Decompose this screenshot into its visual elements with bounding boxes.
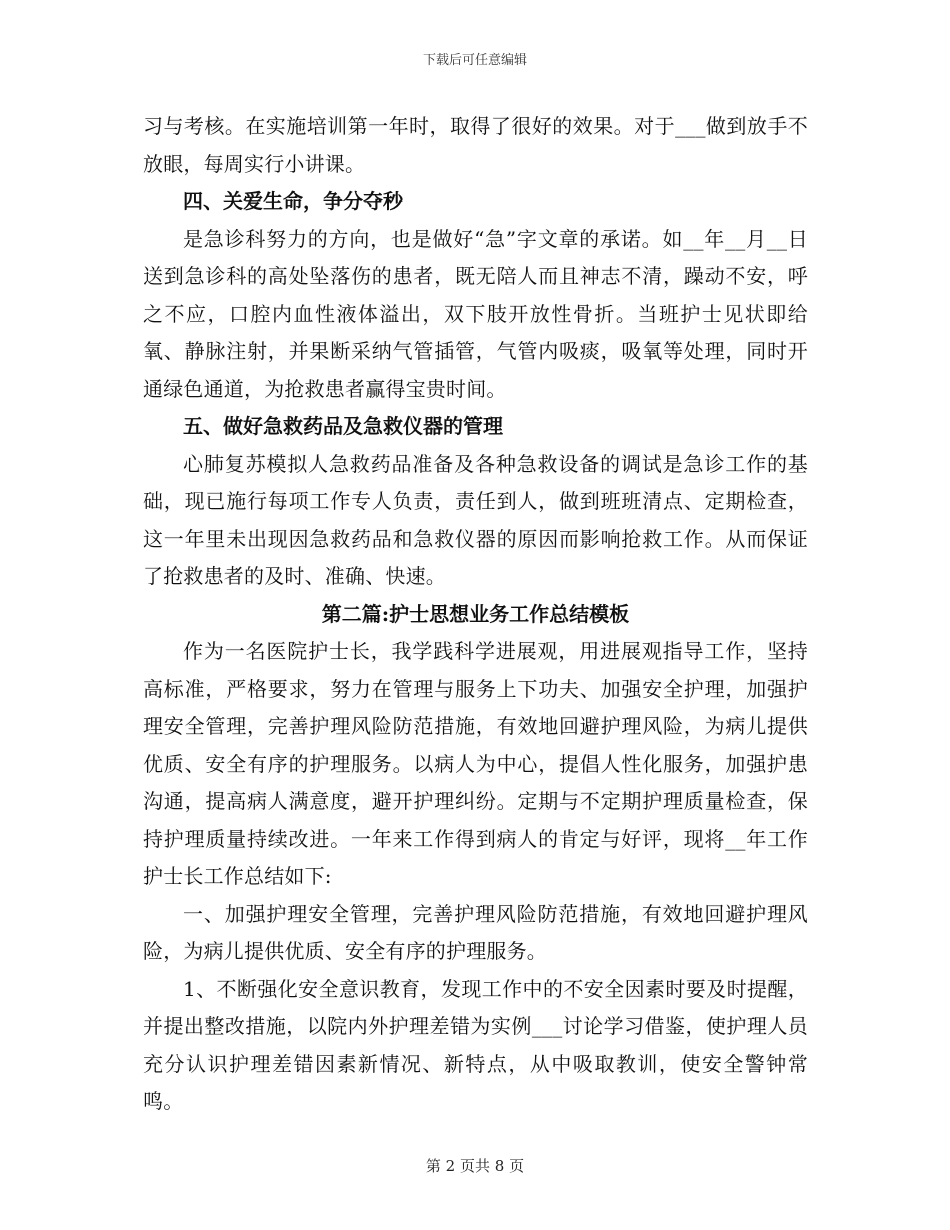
paragraph-emergency-case: 是急诊科努力的方向，也是做好“急”字文章的承诺。如__年__月__日送到急诊科的高处坠落伤的患者，既无陪人而且神志不清，躁动不安，呼之不应，口腔内血性液体溢出，双下肢开放性骨折。当班护士见状即给氧、静脉注射，并果断采纳气管插管，气管内吸痰，吸氧等处理，同时开通绿色通道，为抢救患者赢得宝贵时间。 bbox=[143, 226, 808, 401]
page-header-note: 下载后可任意编辑 bbox=[422, 53, 527, 68]
paragraph-training: 习与考核。在实施培训第一年时，取得了很好的效果。对于___做到放手不放眼，每周实行小讲课。 bbox=[143, 114, 808, 176]
paragraph-drug-management: 心肺复苏模拟人急救药品准备及各种急救设备的调试是急诊工作的基础，现已施行每项工作专人负责，责任到人，做到班班清点、定期检查，这一年里未出现因急救药品和急救仪器的原因而影响抢救工作。从而保证了抢救患者的及时、准确、快速。 bbox=[143, 451, 808, 588]
chapter-title-2: 第二篇:护士思想业务工作总结模板 bbox=[321, 601, 630, 626]
page-number: 第 2 页共 8 页 bbox=[425, 1157, 525, 1175]
paragraph-safety-education: 1、不断强化安全意识教育，发现工作中的不安全因素时要及时提醒，并提出整改措施，以院内外护理差错为实例___讨论学习借鉴，使护理人员充分认识护理差错因素新情况、新特点，从中吸取教训，使安全警钟常鸣。 bbox=[143, 976, 808, 1113]
section-heading-4: 四、关爱生命，争分夺秒 bbox=[183, 189, 403, 213]
document-body bbox=[143, 108, 808, 1121]
paragraph-safety-management: 一、加强护理安全管理，完善护理风险防范措施，有效地回避护理风险，为病儿提供优质、安全有序的护理服务。 bbox=[143, 901, 808, 963]
paragraph-intro: 作为一名医院护士长，我学践科学进展观，用进展观指导工作，坚持高标准，严格要求，努力在管理与服务上下功夫、加强安全护理，加强护理安全管理，完善护理风险防范措施，有效地回避护理风险，为病儿提供优质、安全有序的护理服务。以病人为中心，提倡人性化服务，加强护患沟通，提高病人满意度，避开护理纠纷。定期与不定期护理质量检查，保持护理质量持续改进。一年来工作得到病人的肯定与好评，现将__年工作护士长工作总结如下: bbox=[143, 639, 808, 888]
section-heading-5: 五、做好急救药品及急救仪器的管理 bbox=[183, 414, 503, 438]
